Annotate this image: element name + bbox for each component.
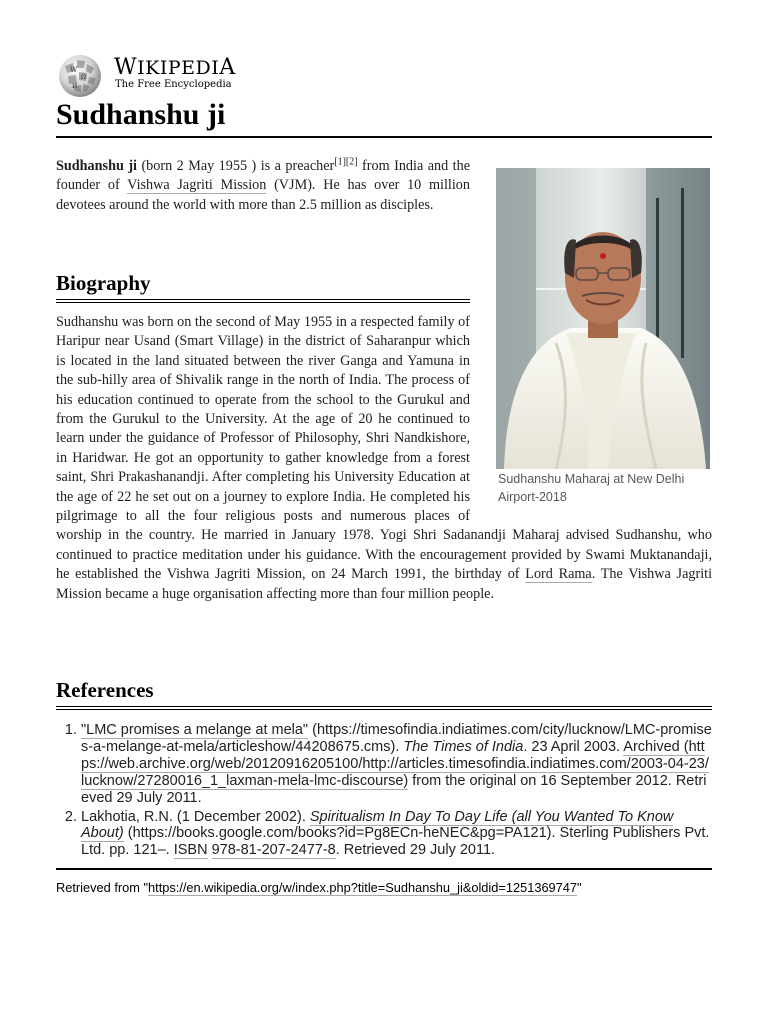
ref2-book-link[interactable]: Spiritualism In Day To Day Life (all You Wanted To Know About): [81, 808, 674, 842]
ref1-archived-link[interactable]: Archived (https://web.archive.org/web/20120916205100/http://articles.timesofindia.indiatimes.com/2003-04-23/lucknow/27280016_1_laxman-mela-lmc-discourse): [81, 738, 709, 789]
intro-paragraph: Sudhanshu ji (born 2 May 1955 ) is a preacher[1][2] from India and the founder of Vishwa Jagriti Mission (VJM). He has over 10 million devotees around the world with more than 2.5 million as disciples.: [56, 156, 471, 213]
references-heading: References: [56, 677, 712, 710]
article-subject-name: Sudhanshu ji: [56, 158, 137, 174]
biography-heading: Biography: [56, 270, 470, 303]
site-header[interactable]: [56, 54, 356, 98]
references-list: [56, 722, 712, 861]
lord-rama-link[interactable]: Lord Rama: [525, 566, 592, 583]
vishwa-jagriti-mission-link[interactable]: Vishwa Jagriti Mission: [127, 177, 267, 194]
citation-2-link[interactable]: [2]: [345, 156, 358, 168]
isbn-number-link[interactable]: 978-81-207-2477-8: [211, 842, 336, 859]
reference-item-1: 1. "LMC promises a melange at mela" (https://timesofindia.indiatimes.com/city/lucknow/LMC-promises-a-melange-at-mela/articleshow/44208675.cms). The Times of India. 23 April 2003. Archived (https://web.archive.org/web/20120916205100/http://articles.timesofindia.indiatimes.com/2003-04-23/lucknow/27280016_1_laxman-mela-lmc-discourse) from the original on 16 September 2012. Retrieved 29 July 2011.: [81, 722, 712, 807]
retrieved-from-footer: Retrieved from "https://en.wikipedia.org/w/index.php?title=Sudhanshu_ji&oldid=1251369747": [56, 880, 582, 895]
isbn-label-link[interactable]: ISBN: [173, 842, 208, 859]
svg-text:W: W: [70, 66, 78, 74]
svg-text:Ω: Ω: [81, 74, 86, 81]
permanent-url-link[interactable]: https://en.wikipedia.org/w/index.php?title=Sudhanshu_ji&oldid=1251369747: [148, 880, 578, 895]
wikipedia-tagline: The Free Encyclopedia: [115, 79, 232, 90]
wikipedia-wordmark: WIKIPEDIA: [114, 55, 236, 80]
wikipedia-globe-icon[interactable]: [56, 54, 104, 98]
svg-text:И: И: [72, 83, 78, 90]
citation-1-link[interactable]: [1]: [334, 156, 346, 168]
biography-paragraph: Sudhanshu was born on the second of May 1955 in a respected family of Haripur near Usand (Smart Village) in the district of Saharanpur which is located in the land situated between the river Ganga and Yamuna in the sub-hilly area of Shivalik range in the north of India. The process of his education continued to operate from the school to the Gurukul and from the Gurukul to the University. At the age of 20 he continued to learn under the guidance of Professor of Philosophy, Shri Nandkishore, in Haridwar. He got an opportunity to gather knowledge from a forest saint, Shri Prakashanandji. After completing his University Education at the age of 22 he set out on a journey to explore India. He completed his pilgrimage to all the four religious posts and numerous places of worship in the country. He married in January 1978. Yogi Shri Sadanandji Maharaj advised Sudhanshu, who continued to practice meditation under his guidance. With the encouragement provided by Swami Muktanandaji, he established the Vishwa Jagriti Mission, on 24 March 1991, the birthday of Lord Rama. The Vishwa Jagriti Mission became a huge organisation affecting more than four million people.: [56, 314, 713, 602]
ref1-title-link[interactable]: "LMC promises a melange at mela": [81, 722, 309, 738]
ref1-work: The Times of India: [403, 738, 524, 755]
infobox-spacer: [470, 313, 712, 521]
reference-item-2: 2. Lakhotia, R.N. (1 December 2002). Spiritualism In Day To Day Life (all You Wanted To Know About) (https://books.google.com/books?id=Pg8ECn-heNEC&pg=PA121). Sterling Publishers Pvt. Ltd. pp. 121–. ISBN 978-81-207-2477-8. Retrieved 29 July 2011.: [81, 809, 712, 860]
page-title: Sudhanshu ji: [56, 96, 712, 138]
footer-divider: [56, 868, 712, 870]
photo-caption: Sudhanshu Maharaj at New Delhi Airport-2018: [498, 472, 685, 504]
